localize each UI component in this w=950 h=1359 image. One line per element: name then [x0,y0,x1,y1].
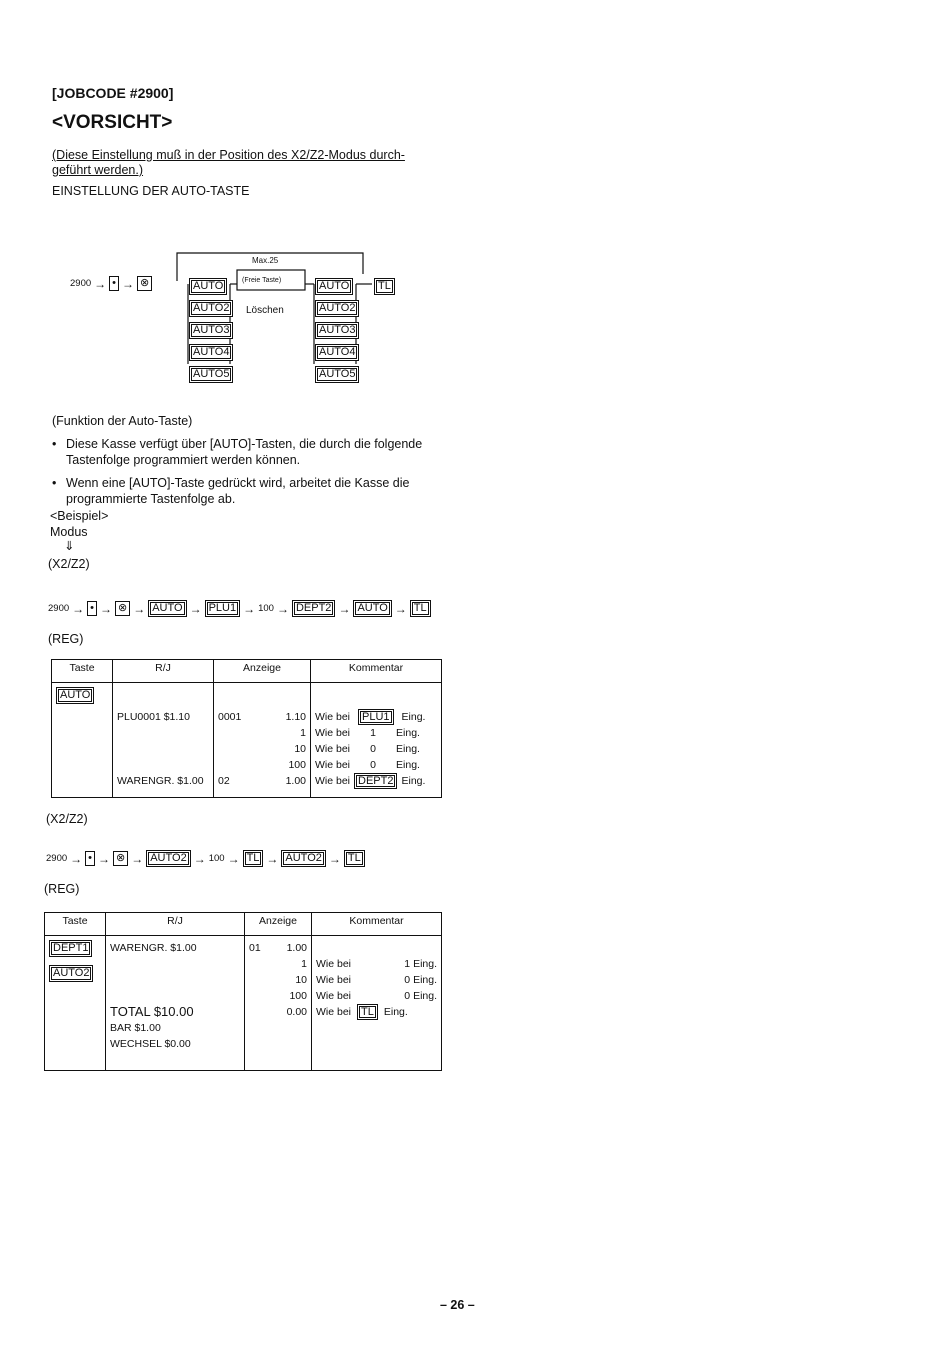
function-title: (Funktion der Auto-Taste) [52,414,193,428]
bullet-icon: • [52,476,57,490]
arrow-icon: → [131,851,144,866]
tl-key: TL [344,850,365,867]
arrow-icon: → [72,601,85,616]
arrow-icon: → [193,851,206,866]
note-line-1: (Diese Einstellung muß in der Position des X2/Z2-Modus durch- [52,148,405,162]
tl-key: TL [374,278,395,295]
example-table-1 [51,659,442,798]
anzeige-cell: 01 1.00 1 10 100 0.00 [245,936,312,1071]
header-anzeige: Anzeige [214,660,311,683]
arrow-icon: → [276,601,289,616]
auto-key: AUTO [56,687,94,704]
diagram-start-sequence [70,276,152,291]
diagram-lines [60,248,420,378]
diagram-code: 2900 [70,278,92,289]
bullet-icon: • [52,437,57,451]
header-rj: R/J [106,913,245,936]
header-kommentar: Kommentar [311,660,442,683]
bullet-2: • Wenn eine [AUTO]-Taste gedrückt wird, arbeitet die Kasse die programmierte Tastenfolge ab. [52,476,410,506]
taste-cell [52,683,113,798]
jobcode-heading: [JOBCODE #2900] [52,85,174,101]
key-sequence-1: 2900 → • → ⊗ → AUTO → PLU1 → 100 → DEPT2 → AUTO → TL [48,600,431,617]
example-table-2 [44,912,442,1071]
mode-x2z2-2: (X2/Z2) [46,812,88,826]
tl-key: TL [243,850,264,867]
arrow-icon: → [189,601,202,616]
arrow-icon: → [100,601,112,616]
kommentar-cell: Wie bei PLU1 Eing. Wie bei 1 Eing. Wie bei 0 Eing. Wie bei 0 Eing. Wie bei DEPT2 Eing. [311,683,442,798]
dot-key: • [87,601,97,616]
header-rj: R/J [113,660,214,683]
arrow-icon: → [338,601,351,616]
x-key: ⊗ [113,851,128,866]
arrow-icon: → [122,276,134,291]
auto5-key: AUTO5 [315,366,359,383]
page-number: – 26 – [440,1298,475,1312]
section-title: EINSTELLUNG DER AUTO-TASTE [52,184,250,198]
dept2-key: DEPT2 [292,600,335,617]
auto2-key: AUTO2 [189,300,233,317]
auto2-key: AUTO2 [146,850,190,867]
plu1-key: PLU1 [358,709,394,725]
auto2-key: AUTO2 [49,965,93,982]
max-label: Max.25 [252,256,279,265]
arrow-icon: → [133,601,146,616]
plu1-key: PLU1 [205,600,241,617]
rj-cell: WARENGR. $1.00 TOTAL $10.00 BAR $1.00 WECHSEL $0.00 [106,936,245,1071]
auto-key: AUTO [315,278,353,295]
auto3-key: AUTO3 [315,322,359,339]
example-label: <Beispiel> [50,509,109,523]
auto-key: AUTO [189,278,227,295]
arrow-icon: → [70,851,83,866]
reg-label-2: (REG) [44,882,80,896]
arrow-icon: → [243,601,256,616]
arrow-icon: → [98,851,110,866]
diagram-end [374,276,395,295]
auto2-key: AUTO2 [281,850,325,867]
auto4-key: AUTO4 [315,344,359,361]
auto-key: AUTO [148,600,186,617]
arrow-icon: → [394,601,407,616]
x-key: ⊗ [115,601,130,616]
dot-key: • [109,276,119,291]
arrow-icon: → [94,276,107,291]
header-anzeige: Anzeige [245,913,312,936]
auto3-key: AUTO3 [189,322,233,339]
taste-cell [45,936,106,1071]
arrow-icon: → [266,851,279,866]
page-title: <VORSICHT> [52,112,173,133]
auto5-key: AUTO5 [189,366,233,383]
reg-label-1: (REG) [48,632,84,646]
kommentar-cell: Wie bei 1 Eing. Wie bei 0 Eing. Wie bei 0 Eing. Wie bei TL Eing. [312,936,442,1071]
mode-label: Modus [50,525,88,539]
dept1-key: DEPT1 [49,940,92,957]
header-taste: Taste [52,660,113,683]
rj-cell: PLU0001 $1.10 WARENGR. $1.00 [113,683,214,798]
header-taste: Taste [45,913,106,936]
note-line-2: geführt werden.) [52,163,144,177]
dot-key: • [85,851,95,866]
x-key: ⊗ [137,276,152,291]
arrow-icon: → [328,851,341,866]
dept2-key: DEPT2 [354,773,397,789]
bullet-1: • Diese Kasse verfügt über [AUTO]-Tasten, die durch die folgende Tastenfolge programmiert werden können. [52,437,423,467]
down-arrow-icon: ⇓ [64,539,75,553]
auto4-key: AUTO4 [189,344,233,361]
key-sequence-2: 2900 → • → ⊗ → AUTO2 → 100 → TL → AUTO2 → TL [46,850,365,867]
programming-diagram [60,248,420,378]
arrow-icon: → [227,851,240,866]
mode-x2z2: (X2/Z2) [48,557,90,571]
anzeige-cell: 0001 1.10 1 10 100 02 1.00 [214,683,311,798]
auto2-key: AUTO2 [315,300,359,317]
left-auto-keys [189,276,233,383]
free-key-label: (Freie Taste) [242,277,282,284]
auto-key: AUTO [353,600,391,617]
delete-label: Löschen [246,305,284,316]
tl-key: TL [410,600,431,617]
tl-key: TL [357,1004,378,1020]
right-auto-keys [315,276,359,383]
header-kommentar: Kommentar [312,913,442,936]
